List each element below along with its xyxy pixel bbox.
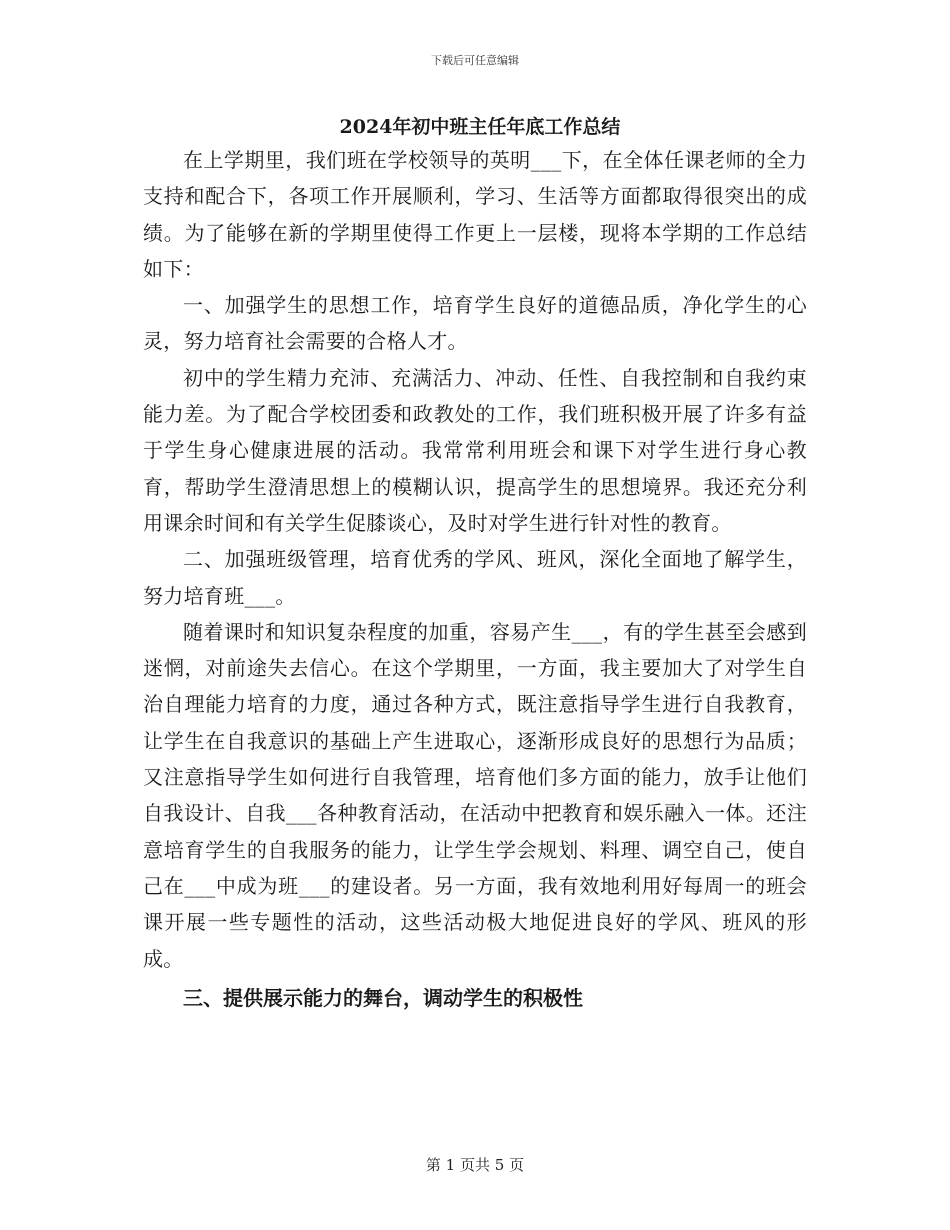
section-three-heading: 三、提供展示能力的舞台，调动学生的积极性 <box>183 985 583 1010</box>
header-note: 下载后可任意编辑 <box>431 54 519 67</box>
document-title: 2024年初中班主任年底工作总结 <box>339 116 621 138</box>
paragraph-section-two-heading: 二、加强班级管理，培育优秀的学风、班风，深化全面地了解学生，努力培育班___。 <box>143 547 807 608</box>
document-body <box>143 112 807 1016</box>
paragraph-intro: 在上学期里，我们班在学校领导的英明___下，在全体任课老师的全力支持和配合下，各项工作开展顺利，学习、生活等方面都取得很突出的成绩。为了能够在新的学期里使得工作更上一层楼，现将本学期的工作总结如下： <box>143 148 807 281</box>
paragraph-section-one-heading: 一、加强学生的思想工作，培育学生良好的道德品质，净化学生的心灵，努力培育社会需要的合格人才。 <box>143 293 807 354</box>
paragraph-section-one-body: 初中的学生精力充沛、充满活力、冲动、任性、自我控制和自我约束能力差。为了配合学校团委和政教处的工作，我们班积极开展了许多有益于学生身心健康进展的活动。我常常利用班会和课下对学生进行身心教育，帮助学生澄清思想上的模糊认识，提高学生的思想境界。我还充分利用课余时间和有关学生促膝谈心，及时对学生进行针对性的教育。 <box>143 365 807 535</box>
page-number: 第 1 页共 5 页 <box>425 1156 525 1174</box>
paragraph-section-two-body: 随着课时和知识复杂程度的加重，容易产生___，有的学生甚至会感到迷惘，对前途失去信心。在这个学期里，一方面，我主要加大了对学生自治自理能力培育的力度，通过各种方式，既注意指导学生进行自我教育，让学生在自我意识的基础上产生进取心，逐渐形成良好的思想行为品质；又注意指导学生如何进行自我管理，培育他们多方面的能力，放手让他们自我设计、自我___各种教育活动，在活动中把教育和娱乐融入一体。还注意培育学生的自我服务的能力，让学生学会规划、料理、调空自己，使自己在___中成为班___的建设者。另一方面，我有效地利用好每周一的班会课开展一些专题性的活动，这些活动极大地促进良好的学风、班风的形成。 <box>143 619 807 971</box>
